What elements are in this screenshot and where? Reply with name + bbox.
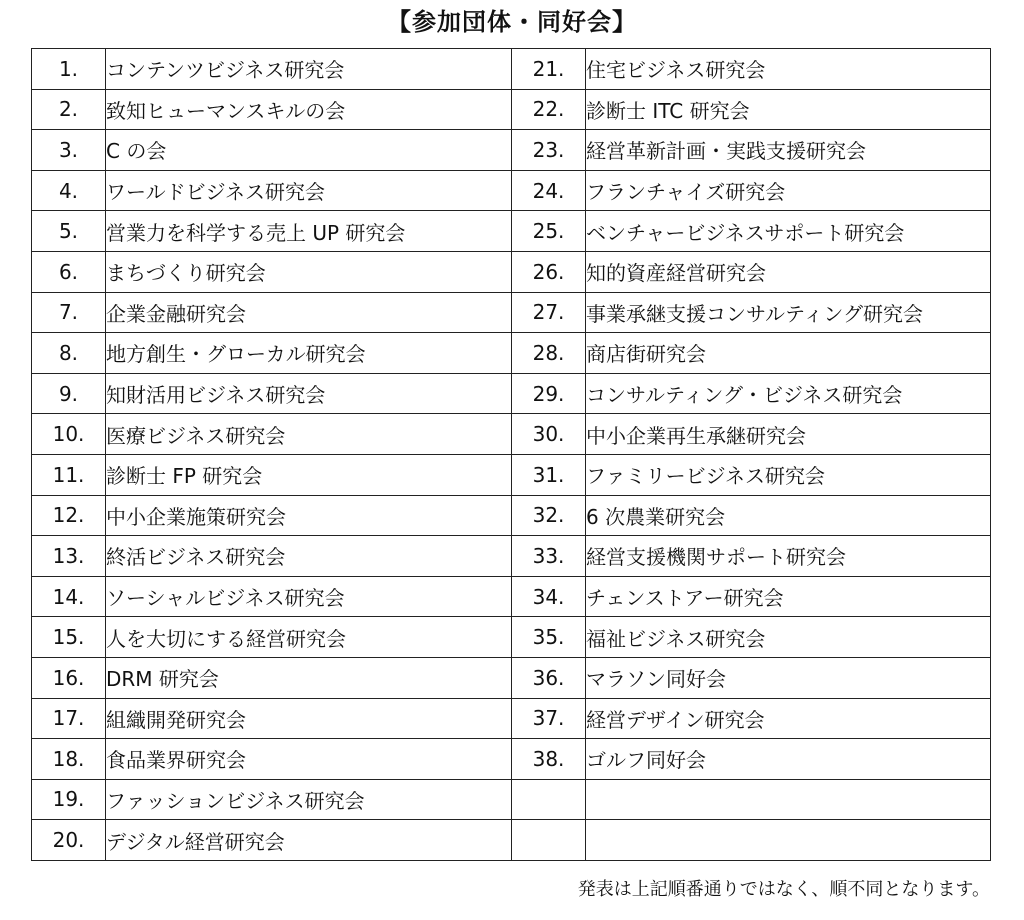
group-name: コンサルティング・ビジネス研究会 xyxy=(586,373,991,414)
group-number: 9. xyxy=(32,373,106,414)
group-number: 31. xyxy=(512,454,586,495)
table-row xyxy=(32,779,991,820)
group-number: 19. xyxy=(32,779,106,820)
group-name: コンテンツビジネス研究会 xyxy=(106,49,512,90)
group-number: 32. xyxy=(512,495,586,536)
group-number: 13. xyxy=(32,536,106,577)
group-number: 20. xyxy=(32,820,106,861)
table-row xyxy=(32,576,991,617)
group-number: 24. xyxy=(512,170,586,211)
group-number: 25. xyxy=(512,211,586,252)
group-number xyxy=(512,820,586,861)
group-name: ファミリービジネス研究会 xyxy=(586,454,991,495)
group-name: 医療ビジネス研究会 xyxy=(106,414,512,455)
group-number: 38. xyxy=(512,739,586,780)
group-name: ファッションビジネス研究会 xyxy=(106,779,512,820)
group-name: DRM 研究会 xyxy=(106,657,512,698)
group-name xyxy=(586,779,991,820)
group-number xyxy=(512,779,586,820)
group-number: 10. xyxy=(32,414,106,455)
group-name: 致知ヒューマンスキルの会 xyxy=(106,89,512,130)
group-table xyxy=(31,48,991,861)
table-row xyxy=(32,251,991,292)
table-row xyxy=(32,333,991,374)
table-row xyxy=(32,414,991,455)
group-number: 6. xyxy=(32,251,106,292)
group-number: 34. xyxy=(512,576,586,617)
group-number: 3. xyxy=(32,130,106,171)
group-name: 知的資産経営研究会 xyxy=(586,251,991,292)
table-row xyxy=(32,454,991,495)
group-number: 21. xyxy=(512,49,586,90)
table-row xyxy=(32,49,991,90)
table-row xyxy=(32,739,991,780)
table-row xyxy=(32,657,991,698)
group-name: 地方創生・グローカル研究会 xyxy=(106,333,512,374)
group-name: チェンストアー研究会 xyxy=(586,576,991,617)
group-number: 27. xyxy=(512,292,586,333)
table-row xyxy=(32,89,991,130)
group-name: 住宅ビジネス研究会 xyxy=(586,49,991,90)
group-number: 30. xyxy=(512,414,586,455)
group-number: 12. xyxy=(32,495,106,536)
group-name: 知財活用ビジネス研究会 xyxy=(106,373,512,414)
group-name: 6 次農業研究会 xyxy=(586,495,991,536)
group-name: 経営革新計画・実践支援研究会 xyxy=(586,130,991,171)
group-number: 16. xyxy=(32,657,106,698)
group-name: ゴルフ同好会 xyxy=(586,739,991,780)
group-name: 中小企業施策研究会 xyxy=(106,495,512,536)
group-number: 23. xyxy=(512,130,586,171)
order-note: 発表は上記順番通りではなく、順不同となります。 xyxy=(577,879,990,900)
group-number: 4. xyxy=(32,170,106,211)
group-name: ワールドビジネス研究会 xyxy=(106,170,512,211)
group-name: ソーシャルビジネス研究会 xyxy=(106,576,512,617)
group-name xyxy=(586,820,991,861)
group-number: 26. xyxy=(512,251,586,292)
page-title: 【参加団体・同好会】 xyxy=(387,8,637,36)
table-row xyxy=(32,211,991,252)
group-name: マラソン同好会 xyxy=(586,657,991,698)
group-name: 中小企業再生承継研究会 xyxy=(586,414,991,455)
group-number: 33. xyxy=(512,536,586,577)
table-row xyxy=(32,617,991,658)
group-name: 福祉ビジネス研究会 xyxy=(586,617,991,658)
group-name: 診断士 FP 研究会 xyxy=(106,454,512,495)
group-number: 28. xyxy=(512,333,586,374)
group-name: 終活ビジネス研究会 xyxy=(106,536,512,577)
group-number: 29. xyxy=(512,373,586,414)
group-name: フランチャイズ研究会 xyxy=(586,170,991,211)
group-number: 37. xyxy=(512,698,586,739)
table-row xyxy=(32,373,991,414)
group-number: 14. xyxy=(32,576,106,617)
table-row xyxy=(32,698,991,739)
group-name: 組織開発研究会 xyxy=(106,698,512,739)
group-name: 人を大切にする経営研究会 xyxy=(106,617,512,658)
group-name: 食品業界研究会 xyxy=(106,739,512,780)
table-row xyxy=(32,536,991,577)
group-number: 2. xyxy=(32,89,106,130)
group-number: 35. xyxy=(512,617,586,658)
group-table-body xyxy=(32,49,991,861)
table-row xyxy=(32,130,991,171)
group-number: 36. xyxy=(512,657,586,698)
group-name: 事業承継支援コンサルティング研究会 xyxy=(586,292,991,333)
table-row xyxy=(32,820,991,861)
group-number: 15. xyxy=(32,617,106,658)
group-number: 17. xyxy=(32,698,106,739)
group-number: 1. xyxy=(32,49,106,90)
table-row xyxy=(32,495,991,536)
group-number: 22. xyxy=(512,89,586,130)
group-name: 商店街研究会 xyxy=(586,333,991,374)
group-name: C の会 xyxy=(106,130,512,171)
group-name: ベンチャービジネスサポート研究会 xyxy=(586,211,991,252)
group-number: 5. xyxy=(32,211,106,252)
group-number: 18. xyxy=(32,739,106,780)
group-name: 経営支援機関サポート研究会 xyxy=(586,536,991,577)
group-number: 7. xyxy=(32,292,106,333)
group-number: 8. xyxy=(32,333,106,374)
group-name: 企業金融研究会 xyxy=(106,292,512,333)
group-name: 診断士 ITC 研究会 xyxy=(586,89,991,130)
group-name: 経営デザイン研究会 xyxy=(586,698,991,739)
group-name: 営業力を科学する売上 UP 研究会 xyxy=(106,211,512,252)
table-row xyxy=(32,170,991,211)
table-row xyxy=(32,292,991,333)
group-name: まちづくり研究会 xyxy=(106,251,512,292)
group-name: デジタル経営研究会 xyxy=(106,820,512,861)
group-number: 11. xyxy=(32,454,106,495)
